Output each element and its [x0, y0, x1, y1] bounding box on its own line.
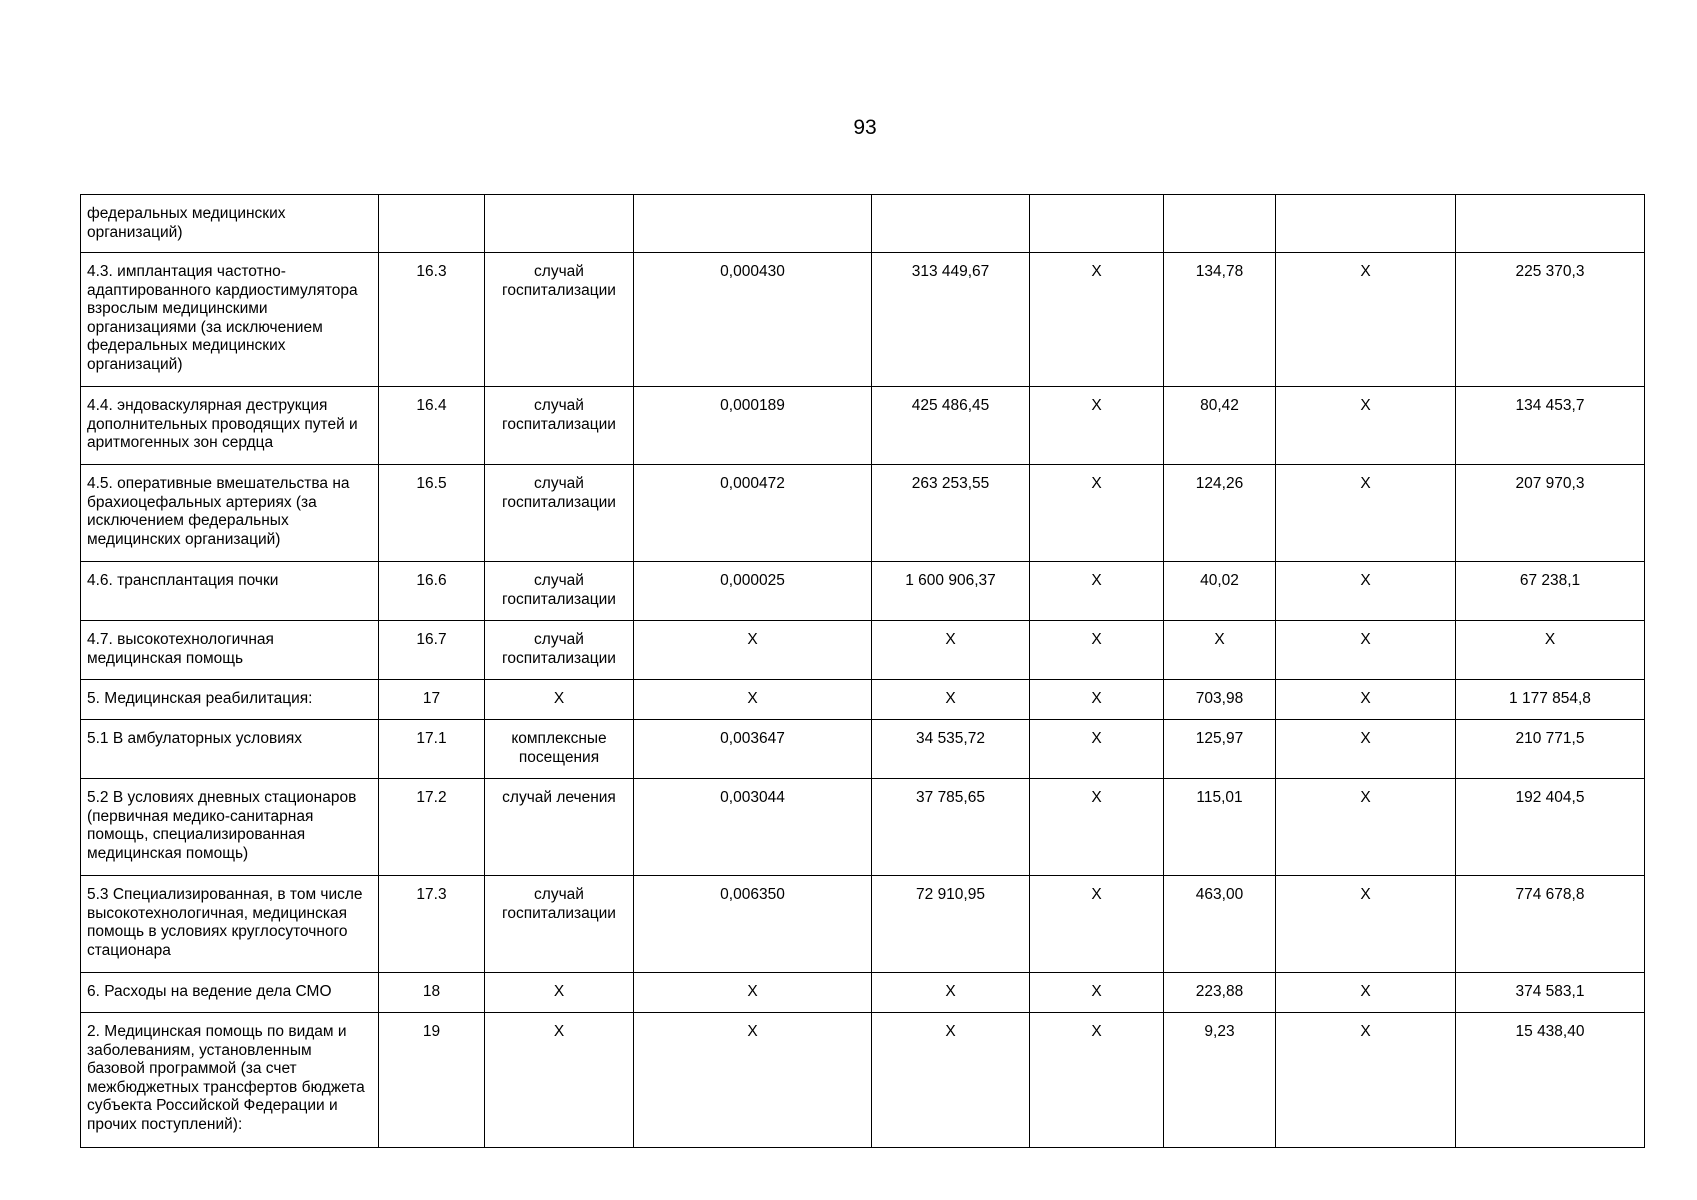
- volume-norm-cell: Х: [634, 680, 872, 720]
- row-code-cell: 18: [379, 973, 485, 1013]
- volume-norm-cell: Х: [634, 1013, 872, 1148]
- cost-oms-cell: 134 453,7: [1456, 387, 1645, 465]
- per-capita-oms-cell: 80,42: [1164, 387, 1276, 465]
- unit-cell: случай госпитализации: [485, 621, 634, 680]
- table-row: [81, 621, 1645, 680]
- cost-budget-cell: Х: [1276, 876, 1456, 973]
- page-number: 93: [853, 116, 877, 139]
- cost-norm-cell: 34 535,72: [872, 720, 1030, 779]
- row-code-cell: 17.1: [379, 720, 485, 779]
- row-code-cell: 17: [379, 680, 485, 720]
- row-code-cell: 17.2: [379, 779, 485, 876]
- per-capita-oms-cell: [1164, 195, 1276, 253]
- cost-norm-cell: 425 486,45: [872, 387, 1030, 465]
- cost-oms-cell: 374 583,1: [1456, 973, 1645, 1013]
- unit-cell: случай госпитализации: [485, 562, 634, 621]
- volume-norm-cell: 0,000472: [634, 465, 872, 562]
- cost-oms-cell: 192 404,5: [1456, 779, 1645, 876]
- table-row: [81, 973, 1645, 1013]
- cost-oms-cell: 210 771,5: [1456, 720, 1645, 779]
- cost-oms-cell: 774 678,8: [1456, 876, 1645, 973]
- volume-norm-cell: 0,003044: [634, 779, 872, 876]
- row-code-cell: 16.7: [379, 621, 485, 680]
- per-capita-budget-cell: [1030, 195, 1164, 253]
- row-code-cell: 19: [379, 1013, 485, 1148]
- per-capita-oms-cell: 703,98: [1164, 680, 1276, 720]
- table-row: [81, 253, 1645, 387]
- row-name-cell: 5.3 Специализированная, в том числе высокотехнологичная, медицинская помощь в условиях круглосуточного стационара: [81, 876, 379, 973]
- cost-oms-cell: [1456, 195, 1645, 253]
- cost-budget-cell: [1276, 195, 1456, 253]
- unit-cell: Х: [485, 680, 634, 720]
- row-code-cell: 16.4: [379, 387, 485, 465]
- row-name-cell: 4.6. трансплантация почки: [81, 562, 379, 621]
- cost-norm-cell: [872, 195, 1030, 253]
- unit-cell: случай госпитализации: [485, 876, 634, 973]
- table-body: [81, 195, 1645, 1148]
- financing-table: [80, 194, 1645, 1148]
- unit-cell: случай госпитализации: [485, 465, 634, 562]
- per-capita-budget-cell: Х: [1030, 973, 1164, 1013]
- table-row: [81, 680, 1645, 720]
- table-row: [81, 876, 1645, 973]
- cost-norm-cell: 1 600 906,37: [872, 562, 1030, 621]
- table-row: [81, 720, 1645, 779]
- row-name-cell: 4.3. имплантация частотно-адаптированного кардиостимулятора взрослым медицинскими организациями (за исключением федеральных медицинских организаций): [81, 253, 379, 387]
- table-row: [81, 195, 1645, 253]
- cost-budget-cell: Х: [1276, 779, 1456, 876]
- unit-cell: случай госпитализации: [485, 253, 634, 387]
- row-name-cell: 4.7. высокотехнологичная медицинская помощь: [81, 621, 379, 680]
- cost-budget-cell: Х: [1276, 465, 1456, 562]
- cost-norm-cell: Х: [872, 621, 1030, 680]
- cost-norm-cell: 263 253,55: [872, 465, 1030, 562]
- cost-norm-cell: Х: [872, 680, 1030, 720]
- table-row: [81, 1013, 1645, 1148]
- cost-budget-cell: Х: [1276, 1013, 1456, 1148]
- volume-norm-cell: 0,000025: [634, 562, 872, 621]
- row-name-cell: 5. Медицинская реабилитация:: [81, 680, 379, 720]
- row-name-cell: 2. Медицинская помощь по видам и заболеваниям, установленным базовой программой (за счет межбюджетных трансфертов бюджета субъекта Российской Федерации и прочих поступлений):: [81, 1013, 379, 1148]
- per-capita-oms-cell: 40,02: [1164, 562, 1276, 621]
- table-row: [81, 779, 1645, 876]
- per-capita-budget-cell: Х: [1030, 253, 1164, 387]
- per-capita-budget-cell: Х: [1030, 680, 1164, 720]
- unit-cell: [485, 195, 634, 253]
- row-name-cell: федеральных медицинских организаций): [81, 195, 379, 253]
- cost-budget-cell: Х: [1276, 680, 1456, 720]
- row-name-cell: 4.5. оперативные вмешательства на брахиоцефальных артериях (за исключением федеральных медицинских организаций): [81, 465, 379, 562]
- cost-norm-cell: 37 785,65: [872, 779, 1030, 876]
- per-capita-oms-cell: 134,78: [1164, 253, 1276, 387]
- row-code-cell: 16.3: [379, 253, 485, 387]
- cost-norm-cell: Х: [872, 1013, 1030, 1148]
- row-name-cell: 5.1 В амбулаторных условиях: [81, 720, 379, 779]
- unit-cell: случай госпитализации: [485, 387, 634, 465]
- unit-cell: комплексные посещения: [485, 720, 634, 779]
- volume-norm-cell: [634, 195, 872, 253]
- volume-norm-cell: 0,003647: [634, 720, 872, 779]
- cost-oms-cell: 15 438,40: [1456, 1013, 1645, 1148]
- per-capita-budget-cell: Х: [1030, 876, 1164, 973]
- table-row: [81, 465, 1645, 562]
- per-capita-oms-cell: 115,01: [1164, 779, 1276, 876]
- cost-budget-cell: Х: [1276, 387, 1456, 465]
- per-capita-budget-cell: Х: [1030, 779, 1164, 876]
- unit-cell: случай лечения: [485, 779, 634, 876]
- unit-cell: Х: [485, 1013, 634, 1148]
- table-row: [81, 387, 1645, 465]
- cost-budget-cell: Х: [1276, 253, 1456, 387]
- volume-norm-cell: 0,000189: [634, 387, 872, 465]
- per-capita-budget-cell: Х: [1030, 465, 1164, 562]
- per-capita-oms-cell: Х: [1164, 621, 1276, 680]
- volume-norm-cell: Х: [634, 621, 872, 680]
- cost-norm-cell: 313 449,67: [872, 253, 1030, 387]
- per-capita-oms-cell: 463,00: [1164, 876, 1276, 973]
- unit-cell: Х: [485, 973, 634, 1013]
- per-capita-oms-cell: 9,23: [1164, 1013, 1276, 1148]
- cost-budget-cell: Х: [1276, 621, 1456, 680]
- per-capita-oms-cell: 124,26: [1164, 465, 1276, 562]
- cost-budget-cell: Х: [1276, 973, 1456, 1013]
- table-row: [81, 562, 1645, 621]
- per-capita-budget-cell: Х: [1030, 621, 1164, 680]
- cost-oms-cell: 225 370,3: [1456, 253, 1645, 387]
- volume-norm-cell: 0,006350: [634, 876, 872, 973]
- cost-oms-cell: Х: [1456, 621, 1645, 680]
- cost-budget-cell: Х: [1276, 720, 1456, 779]
- per-capita-budget-cell: Х: [1030, 387, 1164, 465]
- row-code-cell: 16.6: [379, 562, 485, 621]
- row-code-cell: 17.3: [379, 876, 485, 973]
- volume-norm-cell: Х: [634, 973, 872, 1013]
- cost-oms-cell: 67 238,1: [1456, 562, 1645, 621]
- per-capita-budget-cell: Х: [1030, 720, 1164, 779]
- row-code-cell: 16.5: [379, 465, 485, 562]
- per-capita-oms-cell: 223,88: [1164, 973, 1276, 1013]
- row-name-cell: 5.2 В условиях дневных стационаров (первичная медико-санитарная помощь, специализированная медицинская помощь): [81, 779, 379, 876]
- cost-budget-cell: Х: [1276, 562, 1456, 621]
- cost-norm-cell: Х: [872, 973, 1030, 1013]
- cost-oms-cell: 207 970,3: [1456, 465, 1645, 562]
- cost-oms-cell: 1 177 854,8: [1456, 680, 1645, 720]
- cost-norm-cell: 72 910,95: [872, 876, 1030, 973]
- per-capita-budget-cell: Х: [1030, 562, 1164, 621]
- row-name-cell: 4.4. эндоваскулярная деструкция дополнительных проводящих путей и аритмогенных зон сердца: [81, 387, 379, 465]
- volume-norm-cell: 0,000430: [634, 253, 872, 387]
- per-capita-oms-cell: 125,97: [1164, 720, 1276, 779]
- row-name-cell: 6. Расходы на ведение дела СМО: [81, 973, 379, 1013]
- per-capita-budget-cell: Х: [1030, 1013, 1164, 1148]
- row-code-cell: [379, 195, 485, 253]
